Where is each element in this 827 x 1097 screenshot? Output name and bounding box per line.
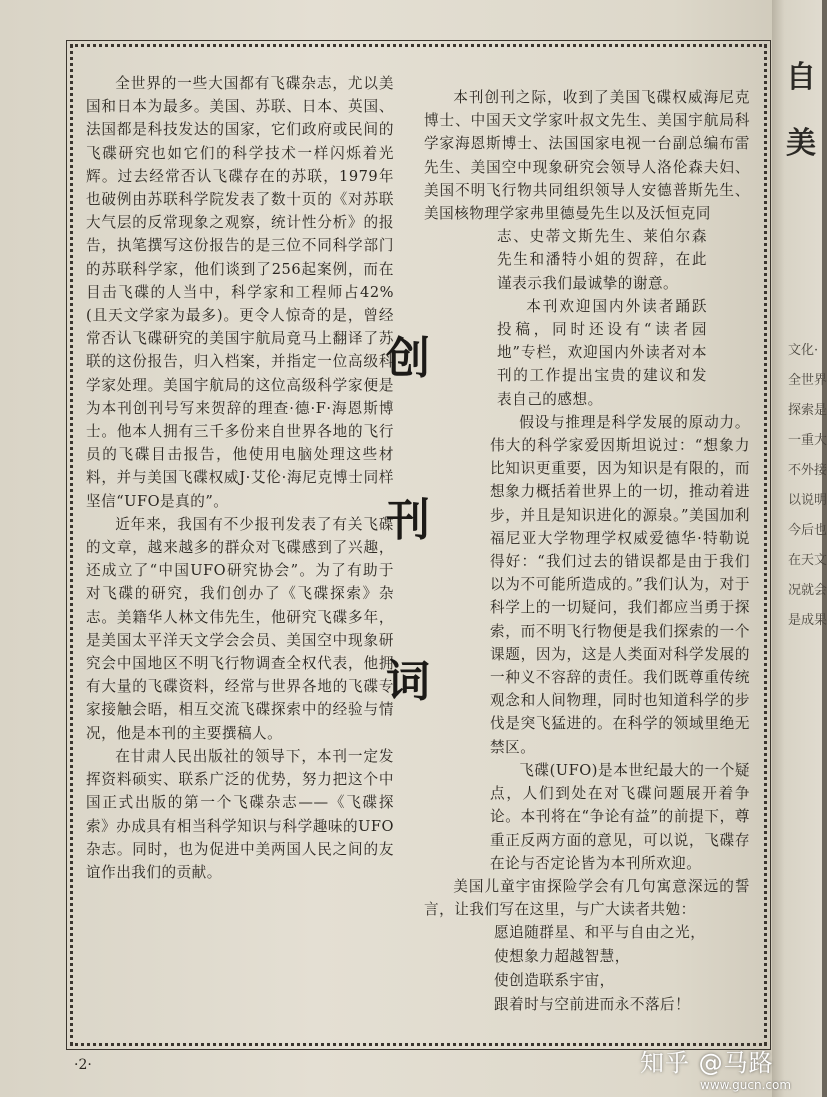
adjacent-page-text: 是成果 [788, 613, 827, 628]
adjacent-page-text: 一重大 [788, 433, 827, 448]
title-char-ci: 词 [386, 656, 430, 707]
poem-line: 使创造联系宇宙， [494, 972, 615, 990]
paragraph: 假设与推理是科学发展的原动力。伟大的科学家爱因斯坦说过：“想象力比知识更重要，因为知识是有限的，而想象力概括着世界上的一切，推动着进步，并且是知识进化的源泉。”美国加利福尼亚大学物理学权威爱德华·特勒说得好：“我们过去的错误都是由于我们以为不可能所造成的。”我们认为，对于科学上的一切疑问，我们都应当勇于探索，而不明飞行物便是我们探索的一个课题，因为，这是人类面对科学发展的一种义不容辞的责任。我们既尊重传统观念和人间物理，同时也知道科学的步伐是突飞猛进的。在科学的领域里绝无禁区。 [490, 413, 750, 756]
narrow-section [497, 225, 707, 411]
adjacent-page-text: 不外接 [788, 463, 827, 478]
poem-line: 使想象力超越智慧， [494, 948, 630, 966]
site-watermark: www.gucn.com [700, 1078, 792, 1092]
adjacent-page-text: 今后也 [788, 523, 827, 538]
paragraph: 在甘肃人民出版社的领导下，本刊一定发挥资料硕实、联系广泛的优势，努力把这个中国正式出版的第一个飞碟杂志——《飞碟探索》办成具有相当科学知识与科学趣味的UFO杂志。同时，也为促进中美两国人民之间的友谊作出我们的贡献。 [86, 747, 394, 881]
paragraph: 飞碟(UFO)是本世纪最大的一个疑点，人们到处在对飞碟问题展开着争论。本刊将在“争论有益”的前提下，尊重正反两方面的意见，可以说，飞碟存在论与否定论皆为本刊所欢迎。 [490, 761, 750, 872]
adjacent-page-char: 美 [786, 126, 816, 161]
paragraph: 美国儿童宇宙探险学会有几句寓意深远的誓言，让我们写在这里，与广大读者共勉： [424, 877, 750, 919]
adjacent-page-text: 探索是 [788, 403, 827, 418]
title-char-chuang: 创 [386, 333, 430, 384]
zhihu-watermark: 知乎 @马路 [640, 1049, 774, 1077]
page-number: ·2· [74, 1057, 92, 1073]
right-column [424, 86, 750, 1017]
paragraph: 全世界的一些大国都有飞碟杂志，尤以美国和日本为最多。美国、苏联、日本、英国、法国都是科技发达的国家，它们政府或民间的飞碟研究也如它们的科学技术一样闪烁着光辉。过去经常否认飞碟存在的苏联，1979年也破例由苏联科学院发表了数十页的《对苏联大气层的反常现象之观察，统计性分析》的报告，执笔撰写这份报告的是三位不同科学部门的苏联科学家，他们谈到了256起案例，而在目击飞碟的人当中，科学家和工程师占42%(且天文学家为最多)。更令人惊奇的是，曾经常否认飞碟研究的美国宇航局竟马上翻译了苏联的这份报告，归入档案，并指定一位高级科学家处理。美国宇航局的这位高级科学家便是为本刊创刊号写来贺辞的理查·德·F·海恩斯博士。他本人拥有三千多份来自世界各地的飞行员的飞碟目击报告，他使用电脑处理这些材料，并与美国飞碟权威J·艾伦·海尼克博士同样坚信“UFO是真的”。 [86, 75, 394, 510]
poem-line: 愿追随群星、和平与自由之光， [494, 924, 706, 942]
adjacent-page-text: 况就会 [788, 583, 827, 598]
adjacent-page-char: 自 [786, 60, 816, 95]
adjacent-page-text: 全世界 [788, 373, 827, 388]
title-char-kan: 刊 [386, 495, 430, 546]
adjacent-page-text: 文化· [788, 343, 819, 358]
adjacent-page-text: 在天文 [788, 553, 827, 568]
paragraph: 本刊欢迎国内外读者踊跃投稿，同时还设有“读者园地”专栏，欢迎国内外读者对本刊的工作提出宝贵的建议和发表自己的感想。 [497, 297, 707, 408]
pledge-poem [424, 921, 750, 1017]
paragraph: 本刊创刊之际，收到了美国飞碟权威海尼克博士、中国天文学家叶叔文先生、美国宇航局科学家海恩斯博士、法国国家电视一台副总编布雷先生、美国空中现象研究会领导人洛伦森夫妇、美国不明飞行物共同组织领导人安德普斯先生、美国核物理学家弗里德曼先生以及沃恒克同 [424, 89, 750, 223]
adjacent-page-text: 以说明 [788, 493, 827, 508]
paragraph: 近年来，我国有不少报刊发表了有关飞碟的文章，越来越多的群众对飞碟感到了兴趣，还成立了“中国UFO研究协会”。为了有助于对飞碟的研究，我们创办了《飞碟探索》杂志。美籍华人林文伟先生，他研究飞碟多年，是美国太平洋天文学会会员、美国空中现象研究会中国地区不明飞行物调查全权代表，他拥有大量的飞碟资料，经常与世界各地的飞碟专家接触会晤，相互交流飞碟探索中的经验与情况，他是本刊的主要撰稿人。 [86, 515, 394, 742]
left-column [86, 72, 394, 884]
paragraph-continued: 志、史蒂文斯先生、莱伯尔森先生和潘特小姐的贺辞，在此谨表示我们最诚挚的谢意。 [497, 228, 707, 292]
adjacent-page-edge [772, 0, 827, 1097]
poem-line: 跟着时与空前进而永不落后！ [494, 996, 691, 1014]
